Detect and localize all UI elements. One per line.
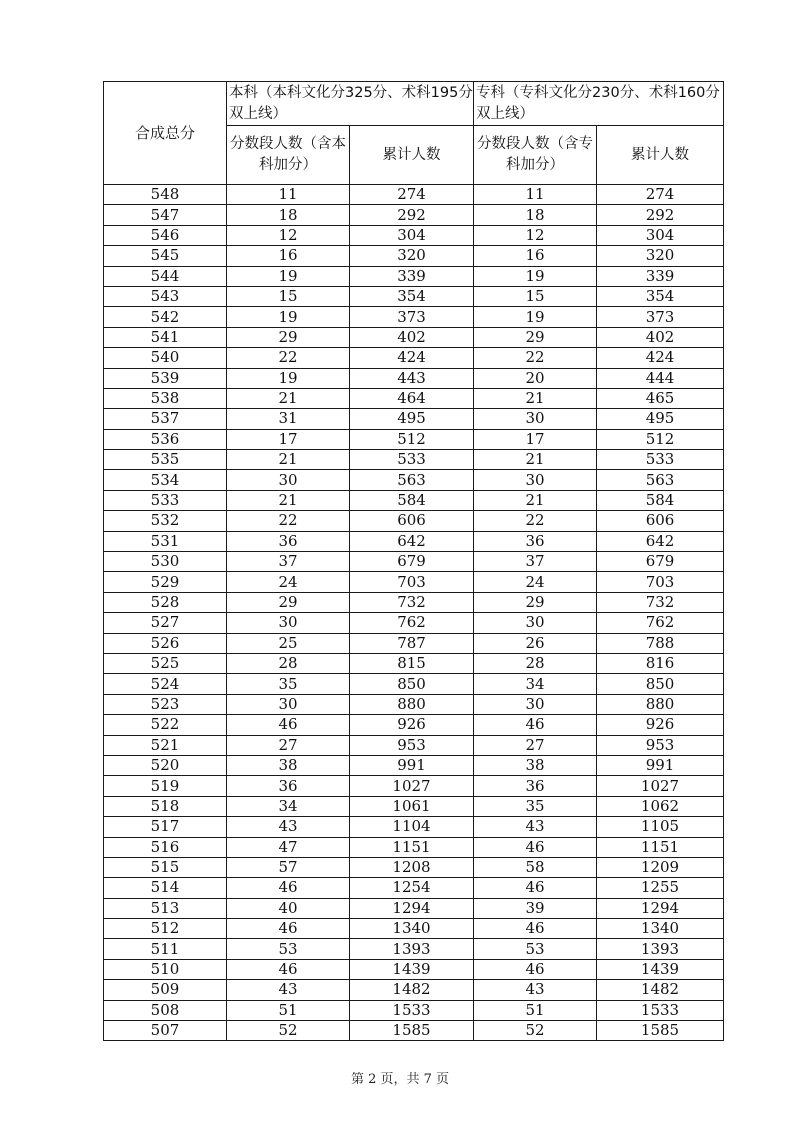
undergrad-cumulative-cell: 679 — [350, 552, 474, 572]
undergrad-segment-cell: 30 — [227, 613, 350, 633]
score-cell: 542 — [104, 307, 227, 327]
score-table — [103, 81, 724, 1041]
junior-segment-cell: 30 — [474, 470, 597, 490]
junior-segment-cell: 52 — [474, 1021, 597, 1041]
score-cell: 518 — [104, 796, 227, 816]
undergrad-segment-cell: 57 — [227, 857, 350, 877]
undergrad-cumulative-cell: 1393 — [350, 939, 474, 959]
undergrad-cumulative-cell: 320 — [350, 246, 474, 266]
score-cell: 546 — [104, 225, 227, 245]
undergrad-cumulative-cell: 1482 — [350, 980, 474, 1000]
table-row — [104, 776, 724, 796]
undergrad-segment-cell: 47 — [227, 837, 350, 857]
score-cell: 519 — [104, 776, 227, 796]
junior-cumulative-cell: 292 — [597, 205, 724, 225]
junior-cumulative-cell: 465 — [597, 388, 724, 408]
junior-segment-cell: 39 — [474, 898, 597, 918]
score-cell: 534 — [104, 470, 227, 490]
table-row — [104, 531, 724, 551]
undergrad-cumulative-cell: 762 — [350, 613, 474, 633]
undergrad-segment-cell: 36 — [227, 531, 350, 551]
junior-cumulative-cell: 339 — [597, 266, 724, 286]
undergrad-segment-cell: 35 — [227, 674, 350, 694]
junior-cumulative-cell: 1209 — [597, 857, 724, 877]
junior-cumulative-cell: 1340 — [597, 919, 724, 939]
junior-segment-cell: 58 — [474, 857, 597, 877]
junior-cumulative-cell: 991 — [597, 755, 724, 775]
junior-segment-cell: 22 — [474, 348, 597, 368]
page-footer: 第 2 页，共 7 页 — [350, 1072, 450, 1087]
junior-cumulative-cell: 424 — [597, 348, 724, 368]
junior-segment-cell: 35 — [474, 796, 597, 816]
undergrad-cumulative-cell: 880 — [350, 694, 474, 714]
junior-cumulative-cell: 584 — [597, 490, 724, 510]
table-row — [104, 694, 724, 714]
score-cell: 507 — [104, 1021, 227, 1041]
junior-cumulative-cell: 642 — [597, 531, 724, 551]
undergrad-segment-cell: 46 — [227, 919, 350, 939]
undergrad-cumulative-cell: 1340 — [350, 919, 474, 939]
undergrad-segment-cell: 46 — [227, 715, 350, 735]
undergrad-cumulative-cell: 991 — [350, 755, 474, 775]
junior-cumulative-cell: 1255 — [597, 878, 724, 898]
junior-segment-cell: 46 — [474, 959, 597, 979]
score-cell: 538 — [104, 388, 227, 408]
table-row — [104, 633, 724, 653]
table-row — [104, 450, 724, 470]
junior-segment-cell: 37 — [474, 552, 597, 572]
undergrad-cumulative-cell: 926 — [350, 715, 474, 735]
junior-segment-cell: 29 — [474, 592, 597, 612]
junior-cumulative-cell: 1294 — [597, 898, 724, 918]
undergrad-segment-cell: 38 — [227, 755, 350, 775]
junior-segment-cell: 34 — [474, 674, 597, 694]
undergrad-segment-cell: 34 — [227, 796, 350, 816]
score-cell: 508 — [104, 1000, 227, 1020]
junior-segment-cell: 22 — [474, 511, 597, 531]
junior-cumulative-cell: 926 — [597, 715, 724, 735]
undergrad-cumulative-cell: 584 — [350, 490, 474, 510]
score-cell: 533 — [104, 490, 227, 510]
undergrad-cumulative-cell: 732 — [350, 592, 474, 612]
score-cell: 526 — [104, 633, 227, 653]
table-row — [104, 755, 724, 775]
score-cell: 531 — [104, 531, 227, 551]
score-cell: 525 — [104, 653, 227, 673]
undergrad-segment-cell: 21 — [227, 450, 350, 470]
junior-cumulative-cell: 402 — [597, 327, 724, 347]
score-cell: 516 — [104, 837, 227, 857]
undergrad-cumulative-cell: 1533 — [350, 1000, 474, 1020]
undergrad-segment-cell: 15 — [227, 286, 350, 306]
junior-segment-cell: 51 — [474, 1000, 597, 1020]
junior-segment-cell: 46 — [474, 919, 597, 939]
junior-segment-cell: 30 — [474, 694, 597, 714]
table-row — [104, 266, 724, 286]
undergrad-segment-cell: 11 — [227, 185, 350, 205]
junior-segment-cell: 21 — [474, 450, 597, 470]
undergrad-cumulative-cell: 1027 — [350, 776, 474, 796]
junior-segment-cell: 28 — [474, 653, 597, 673]
undergrad-cumulative-cell: 1151 — [350, 837, 474, 857]
junior-segment-cell: 24 — [474, 572, 597, 592]
undergrad-segment-cell: 36 — [227, 776, 350, 796]
junior-cumulative-cell: 1439 — [597, 959, 724, 979]
junior-segment-cell: 43 — [474, 817, 597, 837]
header-junior-cumulative: 累计人数 — [597, 126, 724, 185]
score-cell: 524 — [104, 674, 227, 694]
table-row — [104, 307, 724, 327]
junior-cumulative-cell: 1585 — [597, 1021, 724, 1041]
score-cell: 521 — [104, 735, 227, 755]
header-undergrad-cumulative: 累计人数 — [350, 126, 474, 185]
score-cell: 512 — [104, 919, 227, 939]
score-cell: 536 — [104, 429, 227, 449]
score-cell: 517 — [104, 817, 227, 837]
undergrad-cumulative-cell: 1061 — [350, 796, 474, 816]
junior-cumulative-cell: 1151 — [597, 837, 724, 857]
score-cell: 522 — [104, 715, 227, 735]
score-cell: 532 — [104, 511, 227, 531]
junior-cumulative-cell: 953 — [597, 735, 724, 755]
undergrad-segment-cell: 40 — [227, 898, 350, 918]
score-cell: 520 — [104, 755, 227, 775]
undergrad-cumulative-cell: 1208 — [350, 857, 474, 877]
table-body — [104, 185, 724, 1041]
junior-cumulative-cell: 762 — [597, 613, 724, 633]
junior-segment-cell: 18 — [474, 205, 597, 225]
table-row — [104, 185, 724, 205]
score-cell: 544 — [104, 266, 227, 286]
header-total-score: 合成总分 — [104, 82, 227, 185]
table-row — [104, 796, 724, 816]
table-row — [104, 552, 724, 572]
header-undergrad-segment: 分数段人数（含本科加分） — [227, 126, 350, 185]
score-cell: 513 — [104, 898, 227, 918]
undergrad-segment-cell: 19 — [227, 368, 350, 388]
undergrad-segment-cell: 21 — [227, 388, 350, 408]
junior-segment-cell: 16 — [474, 246, 597, 266]
score-cell: 541 — [104, 327, 227, 347]
score-cell: 539 — [104, 368, 227, 388]
table-row — [104, 898, 724, 918]
table-row — [104, 817, 724, 837]
junior-segment-cell: 46 — [474, 715, 597, 735]
undergrad-cumulative-cell: 424 — [350, 348, 474, 368]
junior-segment-cell: 38 — [474, 755, 597, 775]
junior-cumulative-cell: 732 — [597, 592, 724, 612]
header-junior-group: 专科（专科文化分230分、术科160分双上线） — [474, 82, 724, 126]
table-row — [104, 980, 724, 1000]
table-row — [104, 511, 724, 531]
undergrad-segment-cell: 51 — [227, 1000, 350, 1020]
junior-cumulative-cell: 563 — [597, 470, 724, 490]
header-junior-segment: 分数段人数（含专科加分） — [474, 126, 597, 185]
undergrad-segment-cell: 27 — [227, 735, 350, 755]
undergrad-cumulative-cell: 850 — [350, 674, 474, 694]
undergrad-segment-cell: 24 — [227, 572, 350, 592]
junior-cumulative-cell: 1027 — [597, 776, 724, 796]
score-cell: 535 — [104, 450, 227, 470]
table-row — [104, 225, 724, 245]
junior-cumulative-cell: 320 — [597, 246, 724, 266]
table-row — [104, 286, 724, 306]
undergrad-segment-cell: 52 — [227, 1021, 350, 1041]
junior-segment-cell: 46 — [474, 837, 597, 857]
undergrad-cumulative-cell: 512 — [350, 429, 474, 449]
score-cell: 530 — [104, 552, 227, 572]
junior-segment-cell: 26 — [474, 633, 597, 653]
score-cell: 515 — [104, 857, 227, 877]
junior-segment-cell: 46 — [474, 878, 597, 898]
undergrad-segment-cell: 31 — [227, 409, 350, 429]
undergrad-cumulative-cell: 1439 — [350, 959, 474, 979]
undergrad-segment-cell: 19 — [227, 266, 350, 286]
junior-segment-cell: 36 — [474, 776, 597, 796]
undergrad-cumulative-cell: 563 — [350, 470, 474, 490]
junior-segment-cell: 20 — [474, 368, 597, 388]
junior-segment-cell: 17 — [474, 429, 597, 449]
junior-cumulative-cell: 274 — [597, 185, 724, 205]
table-row — [104, 857, 724, 877]
undergrad-segment-cell: 22 — [227, 348, 350, 368]
table-row — [104, 674, 724, 694]
undergrad-cumulative-cell: 304 — [350, 225, 474, 245]
score-cell: 537 — [104, 409, 227, 429]
table-row — [104, 368, 724, 388]
score-cell: 523 — [104, 694, 227, 714]
undergrad-segment-cell: 17 — [227, 429, 350, 449]
junior-segment-cell: 27 — [474, 735, 597, 755]
junior-cumulative-cell: 495 — [597, 409, 724, 429]
table-row — [104, 348, 724, 368]
undergrad-segment-cell: 46 — [227, 959, 350, 979]
junior-cumulative-cell: 1062 — [597, 796, 724, 816]
undergrad-segment-cell: 25 — [227, 633, 350, 653]
table-row — [104, 429, 724, 449]
undergrad-segment-cell: 28 — [227, 653, 350, 673]
undergrad-cumulative-cell: 1585 — [350, 1021, 474, 1041]
score-cell: 510 — [104, 959, 227, 979]
score-cell: 547 — [104, 205, 227, 225]
undergrad-segment-cell: 22 — [227, 511, 350, 531]
junior-cumulative-cell: 1105 — [597, 817, 724, 837]
table-row — [104, 1000, 724, 1020]
junior-segment-cell: 29 — [474, 327, 597, 347]
undergrad-cumulative-cell: 373 — [350, 307, 474, 327]
table-row — [104, 715, 724, 735]
junior-cumulative-cell: 444 — [597, 368, 724, 388]
table-row — [104, 592, 724, 612]
table-row — [104, 572, 724, 592]
junior-cumulative-cell: 679 — [597, 552, 724, 572]
junior-cumulative-cell: 788 — [597, 633, 724, 653]
undergrad-cumulative-cell: 953 — [350, 735, 474, 755]
junior-cumulative-cell: 512 — [597, 429, 724, 449]
junior-cumulative-cell: 816 — [597, 653, 724, 673]
table-row — [104, 837, 724, 857]
header-undergrad-group: 本科（本科文化分325分、术科195分双上线） — [227, 82, 474, 126]
table-row — [104, 959, 724, 979]
undergrad-cumulative-cell: 533 — [350, 450, 474, 470]
undergrad-segment-cell: 53 — [227, 939, 350, 959]
junior-segment-cell: 53 — [474, 939, 597, 959]
table-row — [104, 490, 724, 510]
undergrad-segment-cell: 30 — [227, 470, 350, 490]
undergrad-segment-cell: 29 — [227, 327, 350, 347]
undergrad-segment-cell: 43 — [227, 817, 350, 837]
junior-segment-cell: 19 — [474, 266, 597, 286]
undergrad-cumulative-cell: 642 — [350, 531, 474, 551]
undergrad-cumulative-cell: 606 — [350, 511, 474, 531]
undergrad-cumulative-cell: 443 — [350, 368, 474, 388]
junior-segment-cell: 15 — [474, 286, 597, 306]
undergrad-cumulative-cell: 292 — [350, 205, 474, 225]
undergrad-cumulative-cell: 787 — [350, 633, 474, 653]
undergrad-cumulative-cell: 495 — [350, 409, 474, 429]
undergrad-segment-cell: 43 — [227, 980, 350, 1000]
table-row — [104, 613, 724, 633]
undergrad-segment-cell: 12 — [227, 225, 350, 245]
table-row — [104, 409, 724, 429]
junior-cumulative-cell: 703 — [597, 572, 724, 592]
junior-segment-cell: 43 — [474, 980, 597, 1000]
junior-cumulative-cell: 850 — [597, 674, 724, 694]
score-cell: 527 — [104, 613, 227, 633]
undergrad-cumulative-cell: 1294 — [350, 898, 474, 918]
table-row — [104, 246, 724, 266]
undergrad-segment-cell: 29 — [227, 592, 350, 612]
table-header — [104, 82, 724, 185]
undergrad-segment-cell: 37 — [227, 552, 350, 572]
table-row — [104, 735, 724, 755]
score-cell: 545 — [104, 246, 227, 266]
undergrad-cumulative-cell: 815 — [350, 653, 474, 673]
table-row — [104, 653, 724, 673]
junior-segment-cell: 21 — [474, 490, 597, 510]
junior-segment-cell: 19 — [474, 307, 597, 327]
score-cell: 509 — [104, 980, 227, 1000]
table-row — [104, 205, 724, 225]
table-row — [104, 1021, 724, 1041]
undergrad-cumulative-cell: 464 — [350, 388, 474, 408]
table-row — [104, 878, 724, 898]
junior-cumulative-cell: 880 — [597, 694, 724, 714]
undergrad-segment-cell: 46 — [227, 878, 350, 898]
undergrad-cumulative-cell: 274 — [350, 185, 474, 205]
junior-cumulative-cell: 304 — [597, 225, 724, 245]
score-cell: 528 — [104, 592, 227, 612]
score-cell: 529 — [104, 572, 227, 592]
score-cell: 543 — [104, 286, 227, 306]
junior-cumulative-cell: 533 — [597, 450, 724, 470]
score-cell: 514 — [104, 878, 227, 898]
junior-cumulative-cell: 1393 — [597, 939, 724, 959]
junior-segment-cell: 11 — [474, 185, 597, 205]
junior-cumulative-cell: 606 — [597, 511, 724, 531]
score-cell: 540 — [104, 348, 227, 368]
table-row — [104, 470, 724, 490]
undergrad-cumulative-cell: 402 — [350, 327, 474, 347]
junior-segment-cell: 30 — [474, 409, 597, 429]
undergrad-segment-cell: 16 — [227, 246, 350, 266]
undergrad-segment-cell: 18 — [227, 205, 350, 225]
junior-segment-cell: 36 — [474, 531, 597, 551]
undergrad-segment-cell: 21 — [227, 490, 350, 510]
table-row — [104, 939, 724, 959]
undergrad-cumulative-cell: 1104 — [350, 817, 474, 837]
junior-segment-cell: 12 — [474, 225, 597, 245]
undergrad-segment-cell: 19 — [227, 307, 350, 327]
score-cell: 511 — [104, 939, 227, 959]
undergrad-cumulative-cell: 339 — [350, 266, 474, 286]
junior-cumulative-cell: 1482 — [597, 980, 724, 1000]
undergrad-segment-cell: 30 — [227, 694, 350, 714]
score-cell: 548 — [104, 185, 227, 205]
table-row — [104, 919, 724, 939]
table-row — [104, 327, 724, 347]
undergrad-cumulative-cell: 703 — [350, 572, 474, 592]
junior-segment-cell: 30 — [474, 613, 597, 633]
junior-segment-cell: 21 — [474, 388, 597, 408]
junior-cumulative-cell: 373 — [597, 307, 724, 327]
junior-cumulative-cell: 354 — [597, 286, 724, 306]
undergrad-cumulative-cell: 354 — [350, 286, 474, 306]
header-row-1 — [104, 82, 724, 126]
table-row — [104, 388, 724, 408]
junior-cumulative-cell: 1533 — [597, 1000, 724, 1020]
undergrad-cumulative-cell: 1254 — [350, 878, 474, 898]
